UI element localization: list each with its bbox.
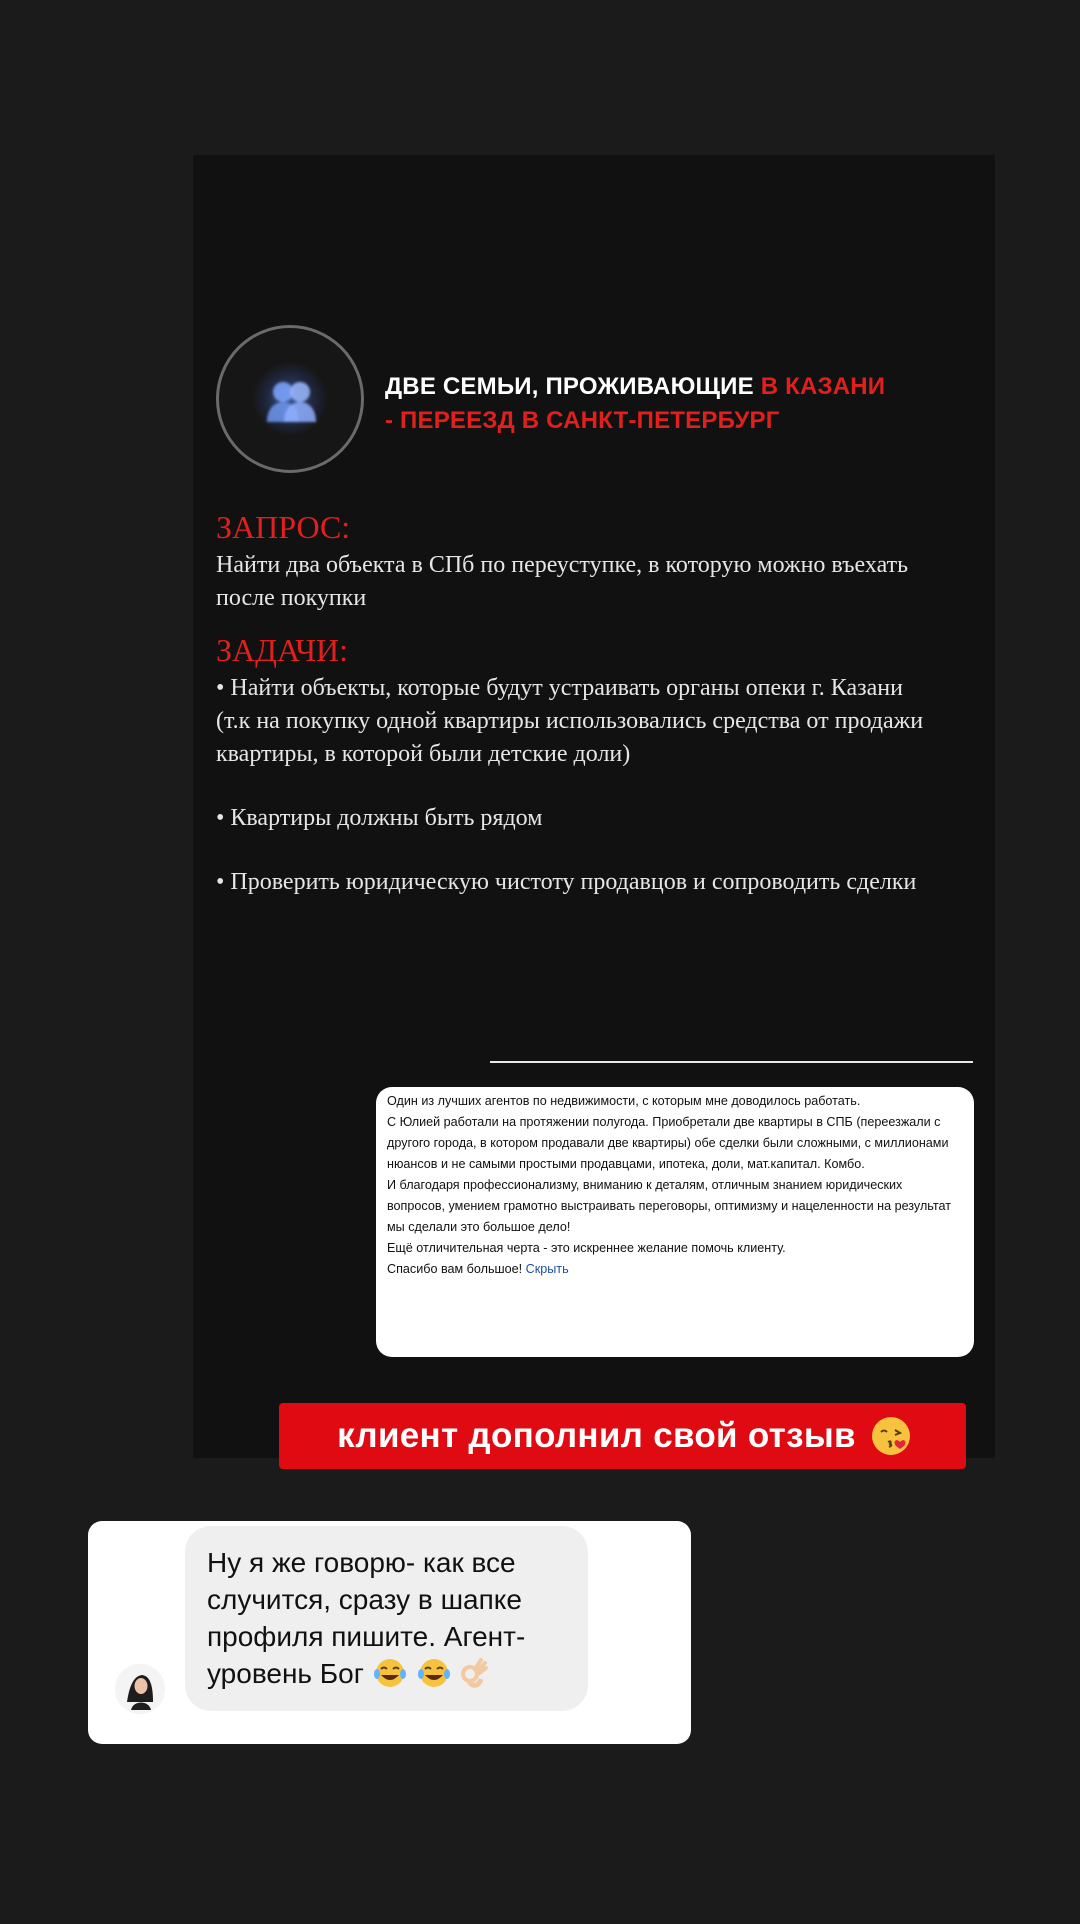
headline-line-2: - ПЕРЕЕЗД В САНКТ-ПЕТЕРБУРГ <box>385 407 780 434</box>
kissing-face-icon <box>870 1415 912 1457</box>
task-item-2: • Квартиры должны быть рядом <box>216 805 543 831</box>
request-section <box>216 508 936 615</box>
user-avatar <box>115 1664 165 1714</box>
hide-review-link[interactable]: Скрыть <box>525 1262 569 1276</box>
family-avatar <box>216 325 364 473</box>
tasks-title: ЗАДАЧИ: <box>216 632 349 668</box>
review-last-line <box>387 1259 960 1280</box>
review-paragraph: Ещё отличительная черта - это искреннее желание помочь клиенту. <box>387 1241 786 1255</box>
review-paragraph: И благодаря профессионализму, вниманию к деталям, отличным знанием юридических вопросов, умением грамотно выстраивать переговоры, оптимизму и нацеленности на результат мы сделали это большое дело! <box>387 1178 951 1234</box>
review-paragraph: С Юлией работали на протяжении полугода. Приобретали две квартиры в СПБ (переезжали с другого города, в котором продавали две квартиры) обе сделки были сложными, с миллионами нюансов и не самыми простыми продавцами, ипотека, доли, мат.капитал. Комбо. <box>387 1115 949 1171</box>
user-avatar-image <box>115 1664 165 1714</box>
review-updated-banner <box>279 1403 966 1469</box>
laughing-face-icon <box>372 1657 408 1689</box>
banner-text: клиент дополнил свой отзыв <box>337 1416 856 1455</box>
review-screenshot <box>376 1087 974 1357</box>
laughing-face-icon <box>416 1657 452 1689</box>
story-headline <box>385 370 985 438</box>
request-title: ЗАПРОС: <box>216 509 351 545</box>
ok-hand-icon <box>459 1657 489 1689</box>
headline-line-1 <box>385 370 985 404</box>
reply-text: Ну я же говорю- как все случится, сразу в шапке профиля пишите. Агент- уровень Бог <box>207 1547 526 1689</box>
task-item-3: • Проверить юридическую чистоту продавцов и сопроводить сделки <box>216 869 917 895</box>
message-reply-card <box>88 1521 691 1744</box>
tasks-section <box>216 631 936 899</box>
reply-emojis <box>372 1657 490 1698</box>
review-thanks: Спасибо вам большое! <box>387 1262 526 1276</box>
headline-red-part: В КАЗАНИ <box>760 373 886 400</box>
request-text: Найти два объекта в СПб по переуступке, в которую можно въехать после покупки <box>216 552 909 611</box>
review-paragraph: Один из лучших агентов по недвижимости, с которым мне доводилось работать. <box>387 1094 861 1108</box>
divider-line <box>490 1061 973 1063</box>
task-item-1: • Найти объекты, которые будут устраивать органы опеки г. Казани (т.к на покупку одной квартиры использовались средства от продажи квартиры, в которой были детские доли) <box>216 675 924 767</box>
headline-white-part: ДВЕ СЕМЬИ, ПРОЖИВАЮЩИЕ <box>385 373 761 400</box>
reply-bubble <box>185 1526 588 1711</box>
people-icon <box>259 368 323 432</box>
